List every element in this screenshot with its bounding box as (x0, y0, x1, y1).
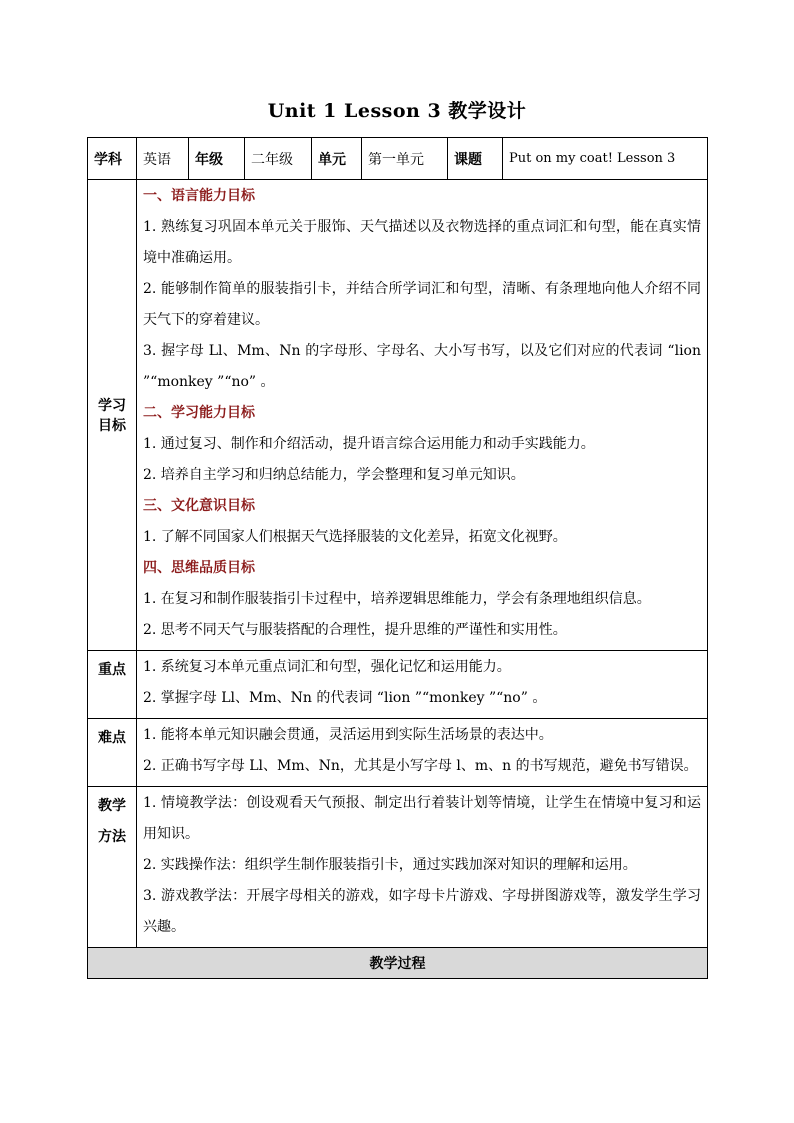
methods-row (88, 787, 708, 948)
difficulties-content (137, 719, 708, 787)
objective-item: 1. 熟练复习巩固本单元关于服饰、天气描述以及衣物选择的重点词汇和句型，能在真实情境中准确运用。 (143, 219, 701, 266)
objectives-label (88, 180, 137, 651)
topic-label: 课题 (448, 138, 503, 180)
process-row (88, 948, 708, 979)
difficulties-label: 难点 (88, 719, 137, 787)
difficulty-item: 2. 正确书写字母 Ll、Mm、Nn，尤其是小写字母 l、m、n 的书写规范，避免书写错误。 (143, 758, 698, 774)
method-item: 1. 情境教学法：创设观看天气预报、制定出行着装计划等情境，让学生在情境中复习和运用知识。 (143, 795, 701, 842)
key-points-label: 重点 (88, 651, 137, 719)
key-points-content (137, 651, 708, 719)
objective-item: 2. 能够制作简单的服装指引卡，并结合所学词汇和句型，清晰、有条理地向他人介绍不同天气下的穿着建议。 (143, 281, 701, 328)
section-heading: 二、学习能力目标 (143, 405, 255, 421)
methods-label-line1: 教学 (98, 798, 126, 814)
topic-value: Put on my coat! Lesson 3 (503, 138, 708, 180)
methods-content (137, 787, 708, 948)
objectives-row (88, 180, 708, 651)
section-heading: 三、文化意识目标 (143, 498, 255, 514)
process-heading: 教学过程 (88, 948, 708, 979)
subject-value: 英语 (137, 138, 189, 180)
key-point-item: 2. 掌握字母 Ll、Mm、Nn 的代表词 “lion ”“monkey ”“no” 。 (143, 690, 547, 706)
objectives-label-line1: 学习 (98, 398, 126, 414)
section-heading: 四、思维品质目标 (143, 560, 255, 576)
objective-item: 2. 培养自主学习和归纳总结能力，学会整理和复习单元知识。 (143, 467, 525, 483)
unit-label: 单元 (312, 138, 362, 180)
subject-label: 学科 (88, 138, 137, 180)
document-title: Unit 1 Lesson 3 教学设计 (267, 100, 527, 122)
objectives-label-line2: 目标 (98, 418, 126, 434)
method-item: 2. 实践操作法：组织学生制作服装指引卡，通过实践加深对知识的理解和运用。 (143, 857, 637, 873)
objective-item: 1. 了解不同国家人们根据天气选择服装的文化差异，拓宽文化视野。 (143, 529, 567, 545)
objective-item: 1. 通过复习、制作和介绍活动，提升语言综合运用能力和动手实践能力。 (143, 436, 595, 452)
methods-label-line2: 方法 (98, 829, 126, 845)
objectives-content (137, 180, 708, 651)
methods-label (88, 787, 137, 948)
unit-value: 第一单元 (362, 138, 448, 180)
section-heading: 一、语言能力目标 (143, 188, 255, 204)
key-points-row (88, 651, 708, 719)
grade-label: 年级 (189, 138, 245, 180)
method-item: 3. 游戏教学法：开展字母相关的游戏，如字母卡片游戏、字母拼图游戏等，激发学生学习兴趣。 (143, 888, 701, 935)
difficulties-row (88, 719, 708, 787)
header-row (88, 138, 708, 180)
difficulty-item: 1. 能将本单元知识融会贯通，灵活运用到实际生活场景的表达中。 (143, 727, 553, 743)
objective-item: 1. 在复习和制作服装指引卡过程中，培养逻辑思维能力，学会有条理地组织信息。 (143, 591, 651, 607)
lesson-plan-table (87, 137, 708, 979)
grade-value: 二年级 (245, 138, 312, 180)
objective-item: 3. 握字母 Ll、Mm、Nn 的字母形、字母名、大小写书写，以及它们对应的代表词 “lion ”“monkey ”“no” 。 (143, 343, 701, 390)
objective-item: 2. 思考不同天气与服装搭配的合理性，提升思维的严谨性和实用性。 (143, 622, 567, 638)
key-point-item: 1. 系统复习本单元重点词汇和句型，强化记忆和运用能力。 (143, 659, 511, 675)
